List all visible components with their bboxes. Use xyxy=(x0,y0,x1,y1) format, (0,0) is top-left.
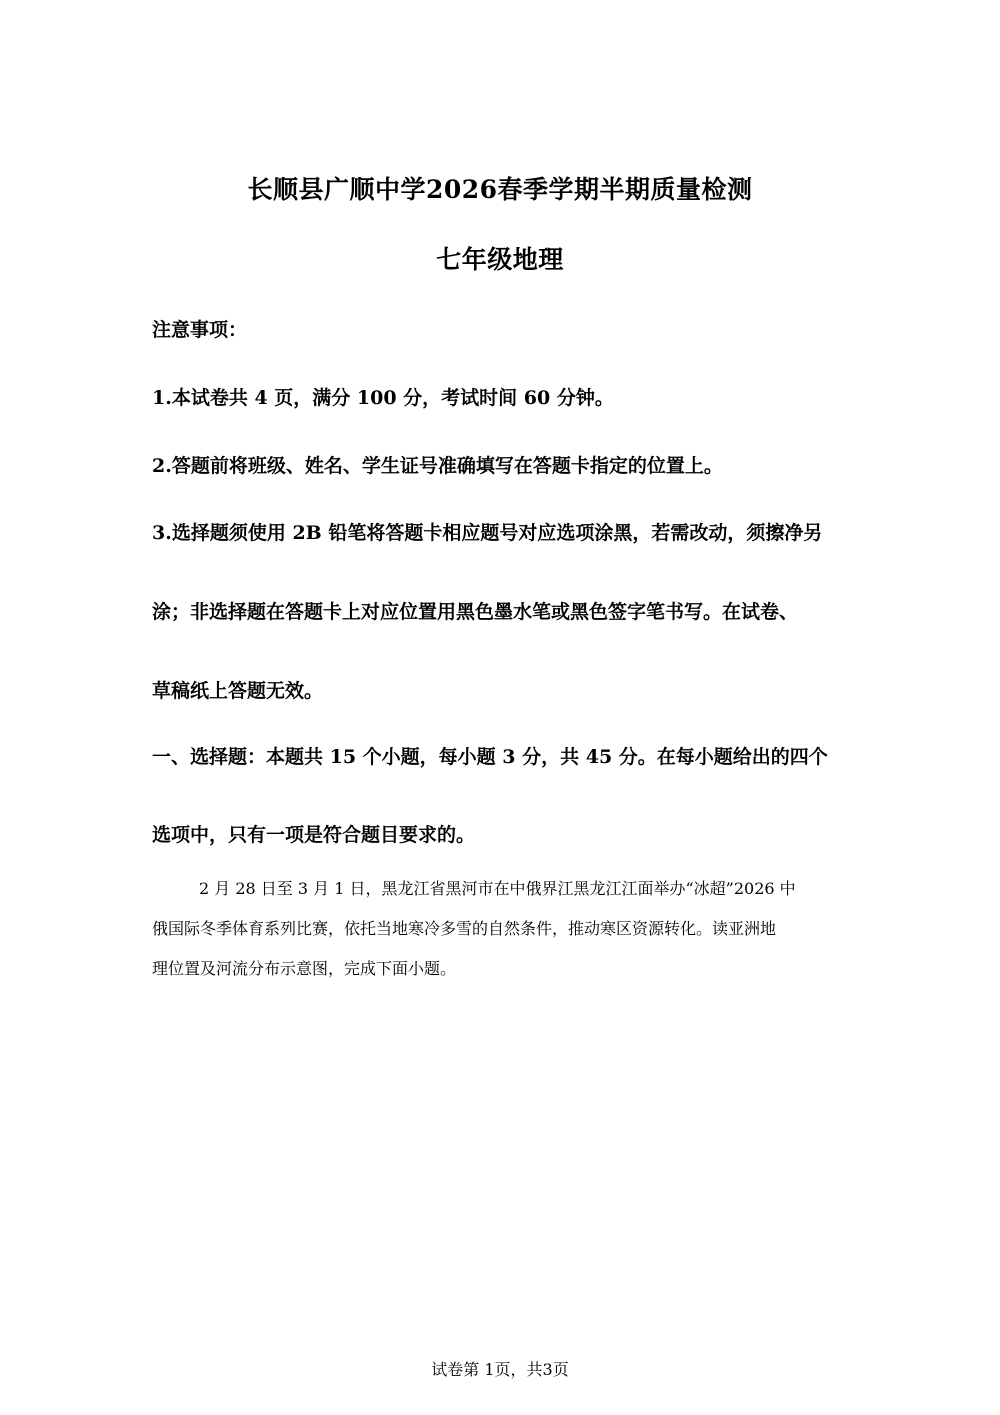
exam-title: 长顺县广顺中学2026春季学期半期质量检测 xyxy=(247,175,753,204)
section-heading-line-1: 一、选择题：本题共 15 个小题，每小题 3 分，共 45 分。在每小题给出的四个 xyxy=(152,746,828,768)
notice-item-2: 2.答题前将班级、姓名、学生证号准确填写在答题卡指定的位置上。 xyxy=(152,455,723,477)
page-footer: 试卷第 1页，共3页 xyxy=(431,1360,569,1379)
passage-line-2: 俄国际冬季体育系列比赛，依托当地寒冷多雪的自然条件，推动寒区资源转化。读亚洲地 xyxy=(152,919,777,938)
passage-line-3: 理位置及河流分布示意图，完成下面小题。 xyxy=(152,959,457,978)
exam-subtitle: 七年级地理 xyxy=(436,245,564,274)
passage-line-1: 2 月 28 日至 3 月 1 日，黑龙江省黑河市在中俄界江黑龙江江面举办“冰超”2026 中 xyxy=(199,879,796,898)
notice-heading: 注意事项： xyxy=(152,319,248,341)
notice-item-3-line-2: 涂；非选择题在答题卡上对应位置用黑色墨水笔或黑色签字笔书写。在试卷、 xyxy=(152,601,799,623)
section-heading-line-2: 选项中，只有一项是符合题目要求的。 xyxy=(152,824,476,846)
notice-item-3-line-1: 3.选择题须使用 2B 铅笔将答题卡相应题号对应选项涂黑，若需改动，须擦净另 xyxy=(152,522,823,544)
notice-item-3-line-3: 草稿纸上答题无效。 xyxy=(152,680,324,702)
notice-item-1: 1.本试卷共 4 页，满分 100 分，考试时间 60 分钟。 xyxy=(152,387,614,409)
